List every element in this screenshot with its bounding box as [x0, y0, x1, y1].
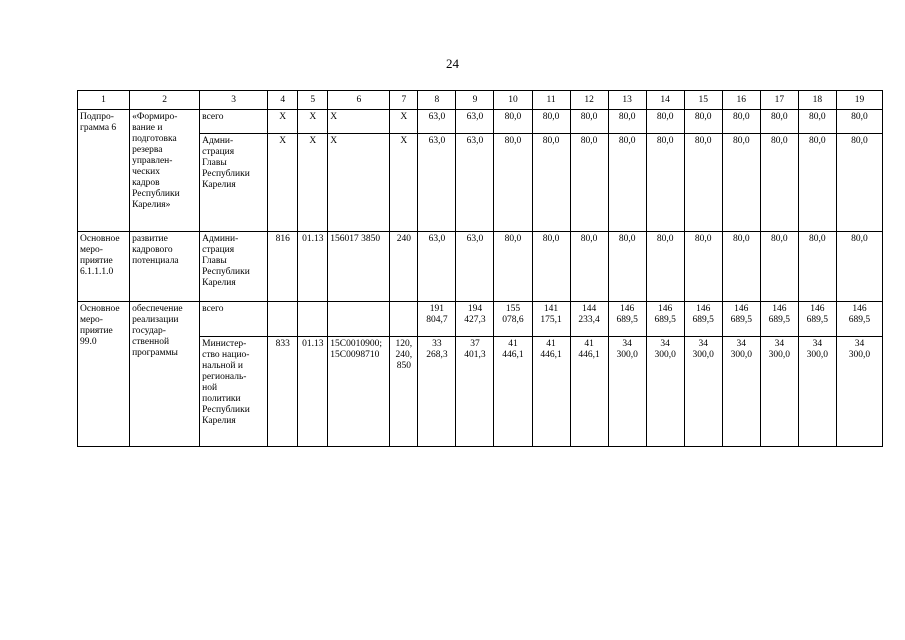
value-cell: 80,0 — [570, 134, 608, 232]
value-cell: 146 689,5 — [646, 302, 684, 337]
grbs-cell: 816 — [268, 232, 298, 302]
column-header: 12 — [570, 91, 608, 110]
table-row — [78, 110, 883, 134]
value-cell: 146 689,5 — [608, 302, 646, 337]
value-cell: 155 078,6 — [494, 302, 532, 337]
column-header: 4 — [268, 91, 298, 110]
csr-cell — [328, 302, 390, 337]
table-row — [78, 232, 883, 302]
rzpr-cell: X — [298, 134, 328, 232]
item-code-cell: Основное меро- приятие 99.0 — [78, 302, 130, 447]
csr-cell: 156017 3850 — [328, 232, 390, 302]
grbs-cell: 833 — [268, 337, 298, 447]
value-cell: 80,0 — [494, 134, 532, 232]
value-cell: 80,0 — [494, 110, 532, 134]
value-cell: 80,0 — [608, 134, 646, 232]
value-cell: 80,0 — [836, 134, 882, 232]
value-cell: 34 300,0 — [798, 337, 836, 447]
column-header: 17 — [760, 91, 798, 110]
value-cell: 63,0 — [418, 134, 456, 232]
value-cell: 34 300,0 — [722, 337, 760, 447]
value-cell: 80,0 — [570, 232, 608, 302]
column-header: 15 — [684, 91, 722, 110]
value-cell: 80,0 — [684, 134, 722, 232]
vr-cell: X — [390, 110, 418, 134]
value-cell: 80,0 — [684, 232, 722, 302]
value-cell: 80,0 — [722, 110, 760, 134]
value-cell: 80,0 — [798, 232, 836, 302]
column-header: 7 — [390, 91, 418, 110]
value-cell: 191 804,7 — [418, 302, 456, 337]
column-header: 8 — [418, 91, 456, 110]
value-cell: 80,0 — [532, 110, 570, 134]
vr-cell: 120, 240, 850 — [390, 337, 418, 447]
item-name-cell: обеспечение реализации государ- ственной программы — [130, 302, 200, 447]
column-header: 9 — [456, 91, 494, 110]
value-cell: 34 300,0 — [684, 337, 722, 447]
value-cell: 41 446,1 — [570, 337, 608, 447]
value-cell: 144 233,4 — [570, 302, 608, 337]
budget-table — [77, 90, 883, 447]
executor-cell: Админи- страция Главы Республики Карелия — [200, 232, 268, 302]
value-cell: 80,0 — [836, 110, 882, 134]
value-cell: 80,0 — [608, 232, 646, 302]
value-cell: 80,0 — [646, 232, 684, 302]
value-cell: 33 268,3 — [418, 337, 456, 447]
value-cell: 80,0 — [646, 110, 684, 134]
value-cell: 141 175,1 — [532, 302, 570, 337]
value-cell: 80,0 — [760, 232, 798, 302]
value-cell: 80,0 — [722, 232, 760, 302]
value-cell: 34 300,0 — [760, 337, 798, 447]
column-header: 11 — [532, 91, 570, 110]
column-header: 18 — [798, 91, 836, 110]
executor-cell: Адмни- страция Главы Республики Карелия — [200, 134, 268, 232]
column-header: 1 — [78, 91, 130, 110]
column-header: 2 — [130, 91, 200, 110]
rzpr-cell — [298, 302, 328, 337]
value-cell: 80,0 — [646, 134, 684, 232]
value-cell: 41 446,1 — [532, 337, 570, 447]
value-cell: 63,0 — [418, 110, 456, 134]
value-cell: 146 689,5 — [836, 302, 882, 337]
rzpr-cell: 01.13 — [298, 337, 328, 447]
column-header: 5 — [298, 91, 328, 110]
executor-cell: Министер- ство нацио- нальной и региональ- ной политики Республики Карелия — [200, 337, 268, 447]
column-header: 14 — [646, 91, 684, 110]
value-cell: 80,0 — [798, 134, 836, 232]
item-code-cell: Основное меро- приятие 6.1.1.1.0 — [78, 232, 130, 302]
value-cell: 63,0 — [456, 134, 494, 232]
value-cell: 80,0 — [760, 110, 798, 134]
column-header: 3 — [200, 91, 268, 110]
column-header: 19 — [836, 91, 882, 110]
grbs-cell: X — [268, 110, 298, 134]
value-cell: 146 689,5 — [798, 302, 836, 337]
grbs-cell: X — [268, 134, 298, 232]
csr-cell: X — [328, 110, 390, 134]
value-cell: 146 689,5 — [760, 302, 798, 337]
item-name-cell: развитие кадрового потенциала — [130, 232, 200, 302]
value-cell: 41 446,1 — [494, 337, 532, 447]
value-cell: 80,0 — [684, 110, 722, 134]
vr-cell: X — [390, 134, 418, 232]
rzpr-cell: 01.13 — [298, 232, 328, 302]
value-cell: 63,0 — [456, 232, 494, 302]
value-cell: 80,0 — [532, 232, 570, 302]
value-cell: 80,0 — [570, 110, 608, 134]
value-cell: 34 300,0 — [646, 337, 684, 447]
value-cell: 63,0 — [418, 232, 456, 302]
page-number: 24 — [446, 56, 459, 71]
value-cell: 80,0 — [836, 232, 882, 302]
executor-cell: всего — [200, 110, 268, 134]
header-row — [78, 91, 883, 110]
vr-cell — [390, 302, 418, 337]
executor-cell: всего — [200, 302, 268, 337]
table-row — [78, 302, 883, 337]
column-header: 16 — [722, 91, 760, 110]
column-header: 13 — [608, 91, 646, 110]
value-cell: 34 300,0 — [836, 337, 882, 447]
column-header: 10 — [494, 91, 532, 110]
value-cell: 63,0 — [456, 110, 494, 134]
vr-cell: 240 — [390, 232, 418, 302]
rzpr-cell: X — [298, 110, 328, 134]
value-cell: 80,0 — [532, 134, 570, 232]
value-cell: 80,0 — [494, 232, 532, 302]
value-cell: 80,0 — [798, 110, 836, 134]
csr-cell: 15С0010900; 15С0098710 — [328, 337, 390, 447]
value-cell: 146 689,5 — [722, 302, 760, 337]
value-cell: 194 427,3 — [456, 302, 494, 337]
value-cell: 80,0 — [760, 134, 798, 232]
item-name-cell: «Формиро- вание и подготовка резерва управлен- ческих кадров Республики Карелия» — [130, 110, 200, 232]
column-header: 6 — [328, 91, 390, 110]
value-cell: 80,0 — [722, 134, 760, 232]
grbs-cell — [268, 302, 298, 337]
value-cell: 80,0 — [608, 110, 646, 134]
value-cell: 37 401,3 — [456, 337, 494, 447]
csr-cell: X — [328, 134, 390, 232]
item-code-cell: Подпро- грамма 6 — [78, 110, 130, 232]
value-cell: 34 300,0 — [608, 337, 646, 447]
value-cell: 146 689,5 — [684, 302, 722, 337]
